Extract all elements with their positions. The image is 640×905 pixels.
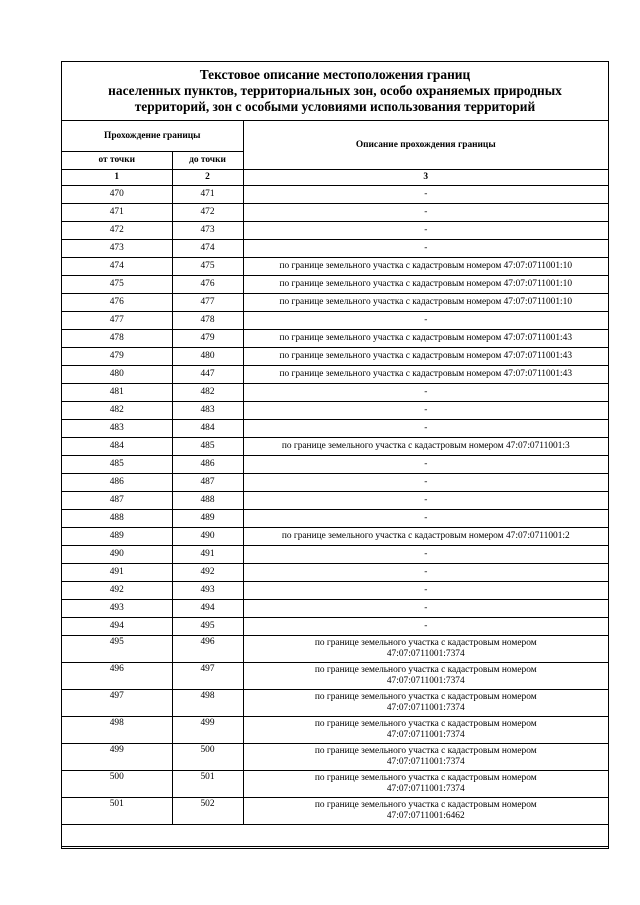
description-line-2: 47:07:0711001:7374: [386, 648, 465, 659]
cell-description: -: [243, 221, 608, 239]
cell-from-point: 489: [62, 527, 172, 545]
table-row: [62, 257, 608, 275]
table-row: [62, 743, 608, 770]
header-description: Описание прохождения границы: [243, 121, 608, 169]
cell-to-point: 480: [172, 347, 243, 365]
description-line-2: 47:07:0711001:7374: [386, 729, 465, 740]
description-line-1: по границе земельного участка с кадастровым номером: [314, 746, 537, 756]
table-row: [62, 509, 608, 527]
cell-to-point: 475: [172, 257, 243, 275]
table-row: [62, 347, 608, 365]
cell-description: -: [243, 401, 608, 419]
cell-from-point: 472: [62, 221, 172, 239]
description-line-2: 47:07:0711001:7374: [386, 675, 465, 686]
empty-row: [62, 824, 608, 846]
cell-to-point: 477: [172, 293, 243, 311]
cell-to-point: 447: [172, 365, 243, 383]
table-row: [62, 221, 608, 239]
cell-to-point: 473: [172, 221, 243, 239]
cell-description: по границе земельного участка с кадастровым номером 47:07:0711001:43: [243, 329, 608, 347]
cell-to-point: 501: [172, 770, 243, 797]
description-line-2: 47:07:0711001:7374: [386, 783, 465, 794]
cell-from-point: 490: [62, 545, 172, 563]
cell-description: -: [243, 545, 608, 563]
cell-to-point: 494: [172, 599, 243, 617]
cell-to-point: 489: [172, 509, 243, 527]
cell-description: -: [243, 203, 608, 221]
cell-description: по границе земельного участка с кадастровым номером 47:07:0711001:10: [243, 275, 608, 293]
table-row: [62, 185, 608, 203]
cell-to-point: 495: [172, 617, 243, 635]
table-row: [62, 563, 608, 581]
cell-from-point: 478: [62, 329, 172, 347]
title-line-3: территорий, зон с особыми условиями использования территорий: [134, 99, 536, 114]
cell-description: по границе земельного участка с кадастровым номером 47:07:0711001:10: [243, 293, 608, 311]
document-frame: [61, 61, 609, 849]
cell-description: -: [243, 581, 608, 599]
cell-from-point: 473: [62, 239, 172, 257]
column-number-2: 2: [172, 169, 243, 185]
cell-from-point: 475: [62, 275, 172, 293]
column-number-1: 1: [62, 169, 172, 185]
description-line-2: 47:07:0711001:7374: [386, 702, 465, 713]
cell-description: по границе земельного участка с кадастровым номером 47:07:0711001:43: [243, 347, 608, 365]
cell-description: -: [243, 617, 608, 635]
cell-from-point: 494: [62, 617, 172, 635]
table-row: [62, 527, 608, 545]
table-row: [62, 581, 608, 599]
table-row: [62, 797, 608, 824]
cell-description: -: [243, 599, 608, 617]
cell-from-point: 477: [62, 311, 172, 329]
cell-description: -: [243, 185, 608, 203]
cell-from-point: 474: [62, 257, 172, 275]
cell-from-point: 481: [62, 383, 172, 401]
cell-description: -: [243, 311, 608, 329]
table-row: [62, 473, 608, 491]
table-row: [62, 203, 608, 221]
table-body: [62, 185, 608, 846]
cell-from-point: 471: [62, 203, 172, 221]
cell-from-point: 484: [62, 437, 172, 455]
cell-description: -: [243, 419, 608, 437]
cell-description: [243, 716, 608, 743]
table-row: [62, 311, 608, 329]
cell-to-point: 474: [172, 239, 243, 257]
cell-to-point: 496: [172, 635, 243, 662]
cell-from-point: 501: [62, 797, 172, 824]
column-number-3: 3: [243, 169, 608, 185]
table-row: [62, 617, 608, 635]
cell-description: -: [243, 473, 608, 491]
table-row: [62, 716, 608, 743]
description-line-1: по границе земельного участка с кадастровым номером: [314, 692, 537, 702]
cell-to-point: 487: [172, 473, 243, 491]
cell-description: [243, 770, 608, 797]
description-line-2: 47:07:0711001:6462: [386, 810, 465, 821]
cell-to-point: 471: [172, 185, 243, 203]
cell-from-point: 480: [62, 365, 172, 383]
cell-from-point: 497: [62, 689, 172, 716]
cell-from-point: 486: [62, 473, 172, 491]
cell-from-point: 493: [62, 599, 172, 617]
cell-to-point: 482: [172, 383, 243, 401]
cell-from-point: 496: [62, 662, 172, 689]
description-line-1: по границе земельного участка с кадастровым номером: [314, 800, 537, 810]
cell-description: -: [243, 491, 608, 509]
table-row: [62, 491, 608, 509]
table-row: [62, 662, 608, 689]
cell-to-point: 490: [172, 527, 243, 545]
cell-from-point: 483: [62, 419, 172, 437]
cell-description: [243, 797, 608, 824]
cell-to-point: 472: [172, 203, 243, 221]
cell-to-point: 484: [172, 419, 243, 437]
cell-from-point: 495: [62, 635, 172, 662]
cell-from-point: 476: [62, 293, 172, 311]
table-row: [62, 689, 608, 716]
cell-from-point: 498: [62, 716, 172, 743]
table-row: [62, 419, 608, 437]
cell-from-point: 492: [62, 581, 172, 599]
header-boundary-passage: Прохождение границы: [62, 121, 243, 151]
cell-from-point: 499: [62, 743, 172, 770]
cell-description: [243, 743, 608, 770]
document-title: [62, 62, 608, 121]
cell-to-point: 499: [172, 716, 243, 743]
boundary-table: [62, 121, 608, 847]
cell-description: по границе земельного участка с кадастровым номером 47:07:0711001:3: [243, 437, 608, 455]
cell-from-point: 485: [62, 455, 172, 473]
cell-description: [243, 635, 608, 662]
table-row: [62, 293, 608, 311]
table-row: [62, 401, 608, 419]
cell-description: по границе земельного участка с кадастровым номером 47:07:0711001:43: [243, 365, 608, 383]
cell-to-point: 492: [172, 563, 243, 581]
table-row: [62, 239, 608, 257]
cell-description: [243, 689, 608, 716]
cell-from-point: 488: [62, 509, 172, 527]
description-line-1: по границе земельного участка с кадастровым номером: [314, 638, 537, 648]
table-row: [62, 365, 608, 383]
table-row: [62, 545, 608, 563]
cell-to-point: 485: [172, 437, 243, 455]
cell-from-point: 482: [62, 401, 172, 419]
cell-from-point: 487: [62, 491, 172, 509]
cell-to-point: 500: [172, 743, 243, 770]
cell-description: -: [243, 455, 608, 473]
table-row: [62, 329, 608, 347]
table-row: [62, 599, 608, 617]
empty-cell: [62, 824, 608, 846]
cell-description: -: [243, 383, 608, 401]
cell-to-point: 483: [172, 401, 243, 419]
description-line-1: по границе земельного участка с кадастровым номером: [314, 719, 537, 729]
table-row: [62, 437, 608, 455]
cell-to-point: 488: [172, 491, 243, 509]
cell-to-point: 498: [172, 689, 243, 716]
description-line-1: по границе земельного участка с кадастровым номером: [314, 773, 537, 783]
header-to-point: до точки: [172, 151, 243, 169]
cell-from-point: 479: [62, 347, 172, 365]
cell-from-point: 500: [62, 770, 172, 797]
cell-description: -: [243, 509, 608, 527]
table-row: [62, 275, 608, 293]
cell-to-point: 497: [172, 662, 243, 689]
cell-to-point: 478: [172, 311, 243, 329]
title-line-2: населенных пунктов, территориальных зон, особо охраняемых природных: [108, 83, 562, 98]
cell-description: [243, 662, 608, 689]
cell-to-point: 479: [172, 329, 243, 347]
cell-description: по границе земельного участка с кадастровым номером 47:07:0711001:2: [243, 527, 608, 545]
cell-description: -: [243, 563, 608, 581]
cell-to-point: 493: [172, 581, 243, 599]
cell-description: по границе земельного участка с кадастровым номером 47:07:0711001:10: [243, 257, 608, 275]
description-line-1: по границе земельного участка с кадастровым номером: [314, 665, 537, 675]
table-row: [62, 383, 608, 401]
header-from-point: от точки: [62, 151, 172, 169]
title-line-1: Текстовое описание местоположения границ: [199, 67, 471, 82]
cell-to-point: 476: [172, 275, 243, 293]
table-row: [62, 455, 608, 473]
cell-description: -: [243, 239, 608, 257]
cell-from-point: 491: [62, 563, 172, 581]
table-row: [62, 635, 608, 662]
table-row: [62, 770, 608, 797]
cell-to-point: 486: [172, 455, 243, 473]
cell-to-point: 502: [172, 797, 243, 824]
cell-to-point: 491: [172, 545, 243, 563]
cell-from-point: 470: [62, 185, 172, 203]
description-line-2: 47:07:0711001:7374: [386, 756, 465, 767]
